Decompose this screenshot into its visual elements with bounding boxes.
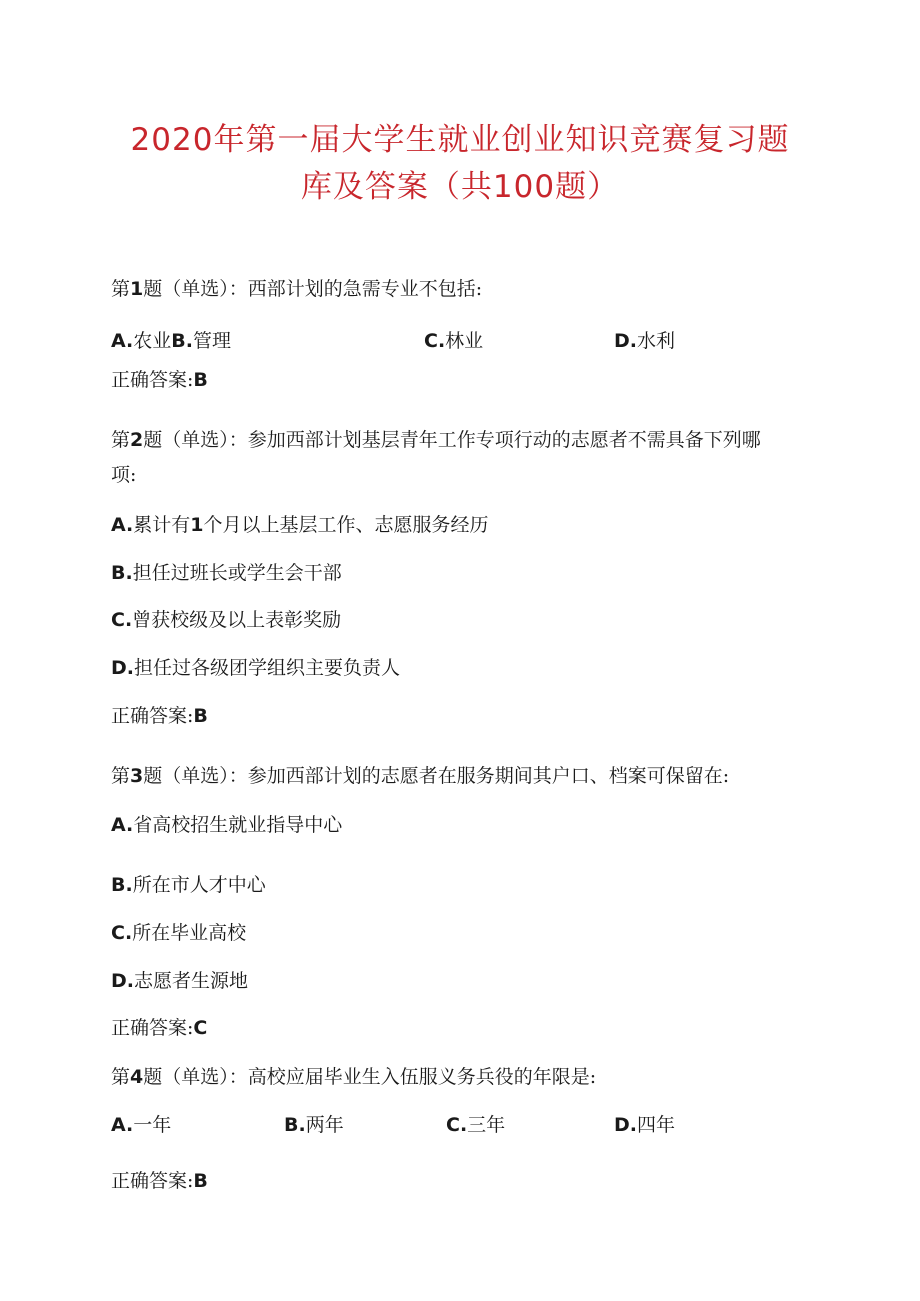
- question-type: 题（单选）：: [143, 765, 248, 787]
- option-b: B.担任过班长或学生会干部: [111, 562, 342, 584]
- question-text: 项:: [111, 464, 137, 486]
- option-c: C.曾获校级及以上表彰奖励: [111, 609, 342, 631]
- answer-4: [111, 1168, 208, 1194]
- option-d: D.水利: [614, 330, 676, 352]
- question-text: 参加西部计划的志愿者在服务期间其户口、档案可保留在:: [247, 765, 730, 787]
- option-c: C.所在毕业高校: [111, 922, 247, 944]
- question-number: 1: [130, 278, 144, 300]
- answer-label: 正确答案:: [111, 369, 194, 391]
- question-type: 题（单选）：: [143, 1066, 248, 1088]
- question-prefix: 第: [111, 1066, 131, 1088]
- question-prefix: 第: [111, 278, 131, 300]
- question-number: 4: [130, 1066, 144, 1088]
- option-a: A.农业B.管理: [111, 330, 232, 352]
- question-4: [111, 1064, 596, 1090]
- answer-value: B: [193, 705, 208, 727]
- option-d: D.担任过各级团学组织主要负责人: [111, 657, 401, 679]
- question-prefix: 第: [111, 765, 131, 787]
- answer-value: B: [193, 369, 208, 391]
- question-number: 3: [130, 765, 144, 787]
- document-title-line-2: 库及答案（共100题）: [300, 169, 620, 205]
- question-number: 2: [130, 429, 144, 451]
- question-3: [111, 763, 729, 789]
- option-b: B.所在市人才中心: [111, 874, 266, 896]
- option-c: C.三年: [446, 1114, 506, 1136]
- question-1: [111, 276, 482, 302]
- answer-value: C: [193, 1017, 208, 1039]
- question-text: 参加西部计划基层青年工作专项行动的志愿者不需具备下列哪: [247, 429, 761, 451]
- question-type: 题（单选）：: [143, 429, 248, 451]
- option-a: A.一年: [111, 1114, 172, 1136]
- option-c: C.林业: [424, 330, 484, 352]
- option-b: B.: [171, 330, 193, 352]
- answer-label: 正确答案:: [111, 1017, 194, 1039]
- answer-label: 正确答案:: [111, 705, 194, 727]
- option-a: A.省高校招生就业指导中心: [111, 814, 343, 836]
- answer-label: 正确答案:: [111, 1170, 194, 1192]
- question-2-continued: [111, 462, 136, 488]
- question-prefix: 第: [111, 429, 131, 451]
- document-title-line-1: 2020年第一届大学生就业创业知识竞赛复习题: [130, 122, 790, 158]
- question-text: 高校应届毕业生入伍服义务兵役的年限是:: [247, 1066, 597, 1088]
- answer-value: B: [193, 1170, 208, 1192]
- answer-3: [111, 1015, 207, 1041]
- question-2: [111, 427, 761, 453]
- option-d: D.四年: [614, 1114, 676, 1136]
- answer-2: [111, 703, 208, 729]
- option-b: B.两年: [284, 1114, 344, 1136]
- question-text: 西部计划的急需专业不包括:: [247, 278, 483, 300]
- answer-1: [111, 367, 208, 393]
- option-a: A.累计有1个月以上基层工作、志愿服务经历: [111, 514, 489, 536]
- option-d: D.志愿者生源地: [111, 970, 249, 992]
- question-type: 题（单选）：: [143, 278, 248, 300]
